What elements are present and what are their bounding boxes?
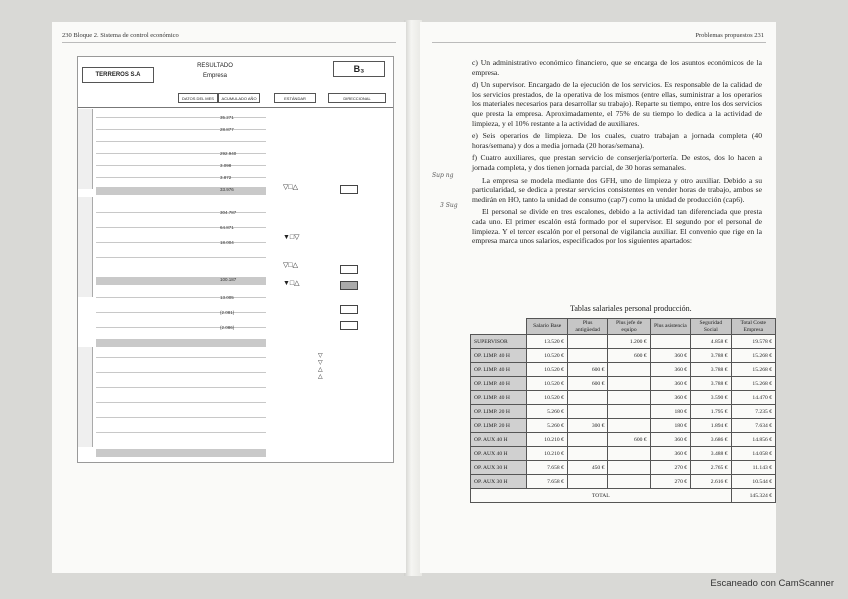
table-row bbox=[471, 475, 776, 489]
form-value: 3.098 bbox=[220, 163, 232, 168]
form-code: B₃ bbox=[333, 61, 385, 77]
form-value: 28.877 bbox=[220, 127, 234, 132]
form-row bbox=[96, 117, 266, 118]
form-row bbox=[96, 417, 266, 418]
table-cell: 3.788 € bbox=[691, 349, 731, 363]
form-row bbox=[96, 312, 266, 313]
form-value: 100.187 bbox=[220, 277, 237, 282]
form-row bbox=[96, 257, 266, 258]
table-cell: 3.488 € bbox=[691, 447, 731, 461]
form-company: TERREROS S.A bbox=[82, 67, 154, 83]
table-cell bbox=[608, 377, 650, 391]
table-row bbox=[471, 335, 776, 349]
col-label-month: DATOS DEL MES bbox=[178, 93, 218, 103]
row-label: OP. LIMP. 40 H bbox=[471, 391, 527, 405]
form-row bbox=[96, 153, 266, 154]
table-cell: 11.143 € bbox=[731, 461, 775, 475]
form-value: 33.976 bbox=[220, 187, 234, 192]
salary-table-title: Tablas salariales personal producción. bbox=[570, 304, 692, 313]
table-row bbox=[471, 405, 776, 419]
form-value: (2.086) bbox=[220, 325, 235, 330]
paragraph-e: e) Seis operarios de limpieza. De los cuales, cuatro trabajan a jornada completa (40 horas/semana) y dos a media jornada (20 horas/semana). bbox=[472, 131, 762, 150]
table-cell: 7.634 € bbox=[731, 419, 775, 433]
form-value: (2.081) bbox=[220, 310, 235, 315]
col-label-year: ACUMULADO AÑO bbox=[218, 93, 260, 103]
table-cell: 3.788 € bbox=[691, 363, 731, 377]
table-cell: 10.210 € bbox=[527, 447, 567, 461]
col-label-direction: DIRECCIONAL bbox=[328, 93, 386, 103]
form-section-side bbox=[78, 197, 93, 297]
form-header bbox=[78, 57, 393, 108]
total-row bbox=[471, 489, 776, 503]
left-page bbox=[52, 22, 406, 573]
table-cell bbox=[567, 391, 608, 405]
table-cell bbox=[608, 419, 650, 433]
col-header: Plus antigüedad bbox=[567, 319, 608, 335]
table-cell: 14.058 € bbox=[731, 447, 775, 461]
form-section-side bbox=[78, 109, 93, 189]
scanner-watermark: Escaneado con CamScanner bbox=[710, 578, 834, 589]
col-header: Plus jefe de equipo bbox=[608, 319, 650, 335]
row-label: OP. AUX 30 H bbox=[471, 475, 527, 489]
form-value: 13.005 bbox=[220, 295, 234, 300]
form-value: 64.871 bbox=[220, 225, 234, 230]
table-cell bbox=[608, 405, 650, 419]
table-cell: 3.590 € bbox=[691, 391, 731, 405]
form-row bbox=[96, 129, 266, 130]
row-label: SUPERVISOR bbox=[471, 335, 527, 349]
table-cell: 300 € bbox=[567, 419, 608, 433]
row-label: OP. LIMP. 40 H bbox=[471, 363, 527, 377]
form-row bbox=[96, 242, 266, 243]
table-row bbox=[471, 391, 776, 405]
result-form-image bbox=[77, 56, 394, 463]
triangle-marker-icon: ▼□△ bbox=[283, 280, 300, 287]
table-cell: 10.520 € bbox=[527, 391, 567, 405]
col-header: Seguridad Social bbox=[691, 319, 731, 335]
table-cell: 1.795 € bbox=[691, 405, 731, 419]
form-row bbox=[96, 177, 266, 178]
table-cell: 15.268 € bbox=[731, 349, 775, 363]
salary-table-header-row bbox=[471, 319, 776, 335]
col-header: Plus asistencia bbox=[650, 319, 690, 335]
paragraph-c: c) Un administrativo económico financiero, que se encarga de los asuntos económicos de la empresa. bbox=[472, 58, 762, 77]
left-page-header: 230 Bloque 2. Sistema de control económico bbox=[62, 32, 179, 39]
col-label-standard: ESTÁNDAR bbox=[274, 93, 316, 103]
paragraph-personal: El personal se divide en tres escalones, debido a la actividad tan diferenciada que presta cada uno. El primer escalón está formado por el supervisor. El segundo por el personal de limpieza. Y el tercer escalón por el personal de vigilancia auxiliar. El convenio que rige en la empresa marca unos salarios, especificados por los siguientes apartados: bbox=[472, 207, 762, 246]
table-cell: 360 € bbox=[650, 433, 690, 447]
table-cell: 600 € bbox=[608, 433, 650, 447]
salary-table-body bbox=[471, 335, 776, 503]
paragraph-d: d) Un supervisor. Encargado de la ejecución de los servicios. Es responsable de la calidad de los servicios prestados, de la operativa de los mismos (entre ellas, suministrar a los operarios los materiales necesarios para desarrollar su trabajo). Reparte su tiempo, entre los dos servicios que presta la empresa. Aproximadamente, el 75% de su tiempo lo dedica a la actividad de limpieza, y el 10% restante a la actividad de auxiliares. bbox=[472, 80, 762, 128]
table-cell: 450 € bbox=[567, 461, 608, 475]
row-label: OP. LIMP. 20 H bbox=[471, 419, 527, 433]
row-label: OP. LIMP. 40 H bbox=[471, 377, 527, 391]
col-header: Total Coste Empresa bbox=[731, 319, 775, 335]
table-cell: 360 € bbox=[650, 447, 690, 461]
table-cell: 3.686 € bbox=[691, 433, 731, 447]
row-label: OP. LIMP. 20 H bbox=[471, 405, 527, 419]
table-cell bbox=[567, 475, 608, 489]
paragraph-f: f) Cuatro auxiliares, que prestan servicio de conserjería/portería. De estos, dos lo hacen a jornada completa, y dos tienen jornada parcial, de 30 horas semanales. bbox=[472, 153, 762, 172]
table-row bbox=[471, 363, 776, 377]
right-page-header: Problemas propuestos 231 bbox=[695, 32, 764, 39]
table-cell: 360 € bbox=[650, 349, 690, 363]
right-header-rule bbox=[432, 42, 766, 43]
table-cell bbox=[608, 391, 650, 405]
table-cell: 360 € bbox=[650, 391, 690, 405]
form-row bbox=[96, 357, 266, 358]
table-cell: 270 € bbox=[650, 461, 690, 475]
form-total-bar bbox=[96, 277, 266, 285]
table-row bbox=[471, 419, 776, 433]
form-row bbox=[96, 402, 266, 403]
form-row bbox=[96, 432, 266, 433]
table-cell: 4.858 € bbox=[691, 335, 731, 349]
triangle-marker-icon: ▽□△ bbox=[283, 262, 298, 269]
table-cell: 360 € bbox=[650, 377, 690, 391]
table-cell: 7.235 € bbox=[731, 405, 775, 419]
indicator-box bbox=[340, 305, 358, 314]
table-row bbox=[471, 349, 776, 363]
table-cell: 10.544 € bbox=[731, 475, 775, 489]
total-label: TOTAL bbox=[471, 489, 732, 503]
form-subtitle: Empresa bbox=[202, 73, 227, 79]
indicator-box bbox=[340, 281, 358, 290]
form-row bbox=[96, 372, 266, 373]
table-cell: 10.520 € bbox=[527, 363, 567, 377]
table-cell: 2.765 € bbox=[691, 461, 731, 475]
form-row bbox=[96, 165, 266, 166]
table-cell: 600 € bbox=[567, 377, 608, 391]
table-cell: 2.616 € bbox=[691, 475, 731, 489]
table-cell: 10.210 € bbox=[527, 433, 567, 447]
form-value: 18.004 bbox=[220, 240, 234, 245]
table-cell: 15.268 € bbox=[731, 363, 775, 377]
table-cell: 3.788 € bbox=[691, 377, 731, 391]
form-total-bar bbox=[96, 339, 266, 347]
body-text bbox=[472, 58, 762, 249]
table-cell: 1.894 € bbox=[691, 419, 731, 433]
table-cell bbox=[567, 349, 608, 363]
handwritten-note: Sup ng bbox=[432, 172, 454, 179]
form-row bbox=[96, 141, 266, 142]
table-cell bbox=[567, 447, 608, 461]
table-cell: 360 € bbox=[650, 363, 690, 377]
table-row bbox=[471, 433, 776, 447]
form-total-bar bbox=[96, 449, 266, 457]
total-value: 145.324 € bbox=[731, 489, 775, 503]
table-row bbox=[471, 377, 776, 391]
table-cell bbox=[567, 405, 608, 419]
form-row bbox=[96, 387, 266, 388]
col-header: Salario Base bbox=[527, 319, 567, 335]
table-cell: 10.520 € bbox=[527, 349, 567, 363]
paragraph-gfh: La empresa se modela mediante dos GFH, uno de limpieza y otro auxiliar. Debido a su particularidad, se dedica a prestar servicios consistentes en vender horas de trabajo, ambos se medirán en HO, tanto la unidad de consumo (cap7) como la unidad de producción (cap6). bbox=[472, 175, 762, 204]
triangle-marker-icon: ▽ ▽ △ △ bbox=[318, 353, 323, 380]
form-row bbox=[96, 327, 266, 328]
form-row bbox=[96, 227, 266, 228]
table-cell: 270 € bbox=[650, 475, 690, 489]
salary-table bbox=[470, 318, 776, 503]
table-cell: 13.520 € bbox=[527, 335, 567, 349]
form-value: 35.271 bbox=[220, 115, 234, 120]
indicator-box bbox=[340, 321, 358, 330]
indicator-box bbox=[340, 265, 358, 274]
table-cell: 15.268 € bbox=[731, 377, 775, 391]
table-cell bbox=[608, 363, 650, 377]
row-label: OP. AUX 40 H bbox=[471, 447, 527, 461]
table-cell bbox=[608, 461, 650, 475]
table-cell: 600 € bbox=[608, 349, 650, 363]
table-cell bbox=[608, 475, 650, 489]
table-cell bbox=[608, 447, 650, 461]
table-cell: 14.856 € bbox=[731, 433, 775, 447]
form-section-side bbox=[78, 347, 93, 447]
triangle-marker-icon: ▼□▽ bbox=[283, 234, 300, 241]
right-page bbox=[420, 22, 776, 573]
row-label: OP. AUX 30 H bbox=[471, 461, 527, 475]
form-title: RESULTADO bbox=[197, 63, 233, 69]
row-label: OP. AUX 40 H bbox=[471, 433, 527, 447]
form-row bbox=[96, 212, 266, 213]
table-cell bbox=[567, 335, 608, 349]
form-value: 3.872 bbox=[220, 175, 232, 180]
table-row bbox=[471, 447, 776, 461]
table-cell: 1.200 € bbox=[608, 335, 650, 349]
table-cell: 19.578 € bbox=[731, 335, 775, 349]
table-cell: 180 € bbox=[650, 419, 690, 433]
table-cell: 14.470 € bbox=[731, 391, 775, 405]
table-cell: 7.658 € bbox=[527, 475, 567, 489]
form-value: 304.787 bbox=[220, 210, 237, 215]
table-cell bbox=[650, 335, 690, 349]
table-cell: 600 € bbox=[567, 363, 608, 377]
table-cell: 10.520 € bbox=[527, 377, 567, 391]
table-cell: 5.260 € bbox=[527, 405, 567, 419]
form-total-bar bbox=[96, 187, 266, 195]
table-cell: 180 € bbox=[650, 405, 690, 419]
triangle-marker-icon: ▽□△ bbox=[283, 184, 298, 191]
table-row bbox=[471, 461, 776, 475]
form-value: 292.940 bbox=[220, 151, 237, 156]
table-cell: 7.658 € bbox=[527, 461, 567, 475]
left-header-rule bbox=[62, 42, 396, 43]
row-label: OP. LIMP. 40 H bbox=[471, 349, 527, 363]
indicator-box bbox=[340, 185, 358, 194]
table-cell: 5.260 € bbox=[527, 419, 567, 433]
table-cell bbox=[567, 433, 608, 447]
handwritten-note: 3 Sug bbox=[440, 202, 458, 209]
form-row bbox=[96, 297, 266, 298]
